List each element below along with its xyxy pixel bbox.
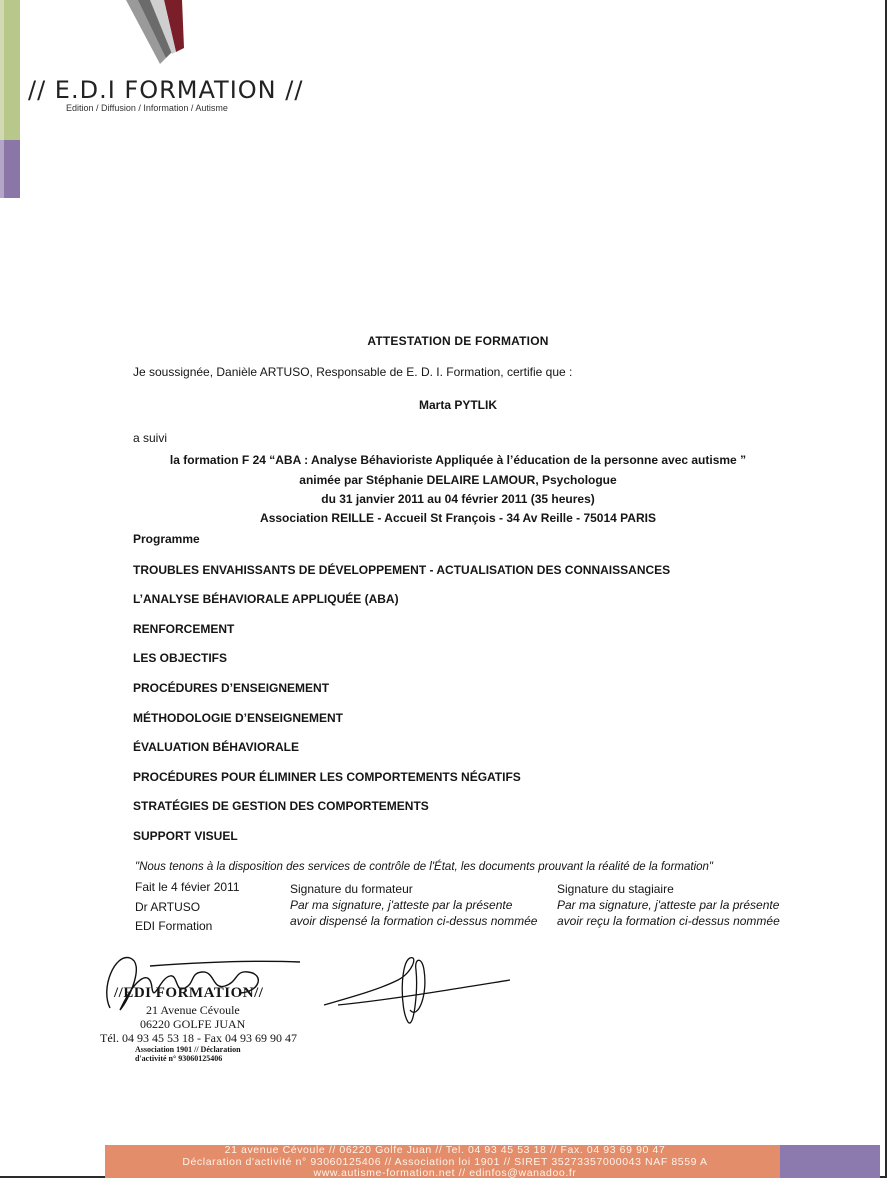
program-item: SUPPORT VISUEL <box>133 829 238 843</box>
trainee-name: Marta PYTLIK <box>418 398 497 412</box>
stamp-assoc1: Association 1901 // Déclaration <box>135 1045 241 1054</box>
trainee-signature-line2: avoir reçu la formation ci-dessus nommée <box>557 914 780 928</box>
trainer-signature-icon <box>318 950 518 1030</box>
program-item: LES OBJECTIFS <box>133 651 228 665</box>
footer-line3: www.autisme-formation.net // edinfos@wanadoo.fr <box>313 1167 577 1179</box>
stamp-address2: 06220 GOLFE JUAN <box>140 1017 246 1031</box>
trainee-signature-heading: Signature du stagiaire <box>557 882 674 896</box>
followed-text: a suivi <box>133 431 168 445</box>
venue-line: Association REILLE - Accueil St François - 34 Av Reille - 75014 PARIS <box>260 511 656 525</box>
trainer-line: animée par Stéphanie DELAIRE LAMOUR, Psychologue <box>299 473 617 487</box>
program-item: MÉTHODOLOGIE D’ENSEIGNEMENT <box>133 711 344 725</box>
stamp-phone: Tél. 04 93 45 53 18 - Fax 04 93 69 90 47 <box>100 1031 297 1045</box>
trainer-signature-heading: Signature du formateur <box>290 882 413 896</box>
signer-name: Dr ARTUSO <box>135 900 201 914</box>
signer-org: EDI Formation <box>135 919 213 933</box>
stamp-address1: 21 Avenue Cévoule <box>146 1003 240 1017</box>
program-item: TROUBLES ENVAHISSANTS DE DÉVELOPPEMENT - ACTUALISATION DES CONNAISSANCES <box>133 563 671 577</box>
program-item: PROCÉDURES D’ENSEIGNEMENT <box>133 681 330 695</box>
course-line: la formation F 24 “ABA : Analyse Béhavioriste Appliquée à l’éducation de la personne avec autisme ” <box>169 453 747 467</box>
strip-edge <box>0 0 4 198</box>
logo-icon <box>120 0 200 70</box>
trainer-signature-line2: avoir dispensé la formation ci-dessus nommée <box>290 914 538 928</box>
program-item: PROCÉDURES POUR ÉLIMINER LES COMPORTEMENTS NÉGATIFS <box>133 770 521 784</box>
made-on-date: Fait le 4 févier 2011 <box>135 880 240 894</box>
brand-title: // E.D.I FORMATION // <box>28 76 304 104</box>
program-heading: Programme <box>133 532 200 546</box>
trainee-signature-line1: Par ma signature, j'atteste par la présente <box>557 898 780 912</box>
disclaimer: "Nous tenons à la disposition des services de contrôle de l'État, les documents prouvant la réalité de la formation" <box>135 861 714 873</box>
intro-text: Je soussignée, Danièle ARTUSO, Responsable de E. D. I. Formation, certifie que : <box>133 365 573 379</box>
brand-subtitle: Edition / Diffusion / Information / Autisme <box>66 103 228 113</box>
stamp-title: //EDI FORMATION// <box>114 985 264 1001</box>
footer-line2: Déclaration d'activité n° 93060125406 // Association loi 1901 // SIRET 35273357000043 NAF 8559 A <box>182 1156 708 1168</box>
footer-line1: 21 avenue Cévoule // 06220 Golfe Juan // Tel. 04 93 45 53 18 // Fax. 04 93 69 90 47 <box>224 1144 666 1156</box>
program-item: STRATÉGIES DE GESTION DES COMPORTEMENTS <box>133 799 429 813</box>
document-title: ATTESTATION DE FORMATION <box>367 334 549 348</box>
program-item: ÉVALUATION BÉHAVIORALE <box>133 740 300 754</box>
dates-line: du 31 janvier 2011 au 04 février 2011 (35 heures) <box>321 492 595 506</box>
program-item: RENFORCEMENT <box>133 622 235 636</box>
program-item: L’ANALYSE BÉHAVIORALE APPLIQUÉE (ABA) <box>133 592 399 606</box>
trainer-signature-line1: Par ma signature, j'atteste par la présente <box>290 898 513 912</box>
stamp-assoc2: d'activité n° 93060125406 <box>135 1054 223 1063</box>
